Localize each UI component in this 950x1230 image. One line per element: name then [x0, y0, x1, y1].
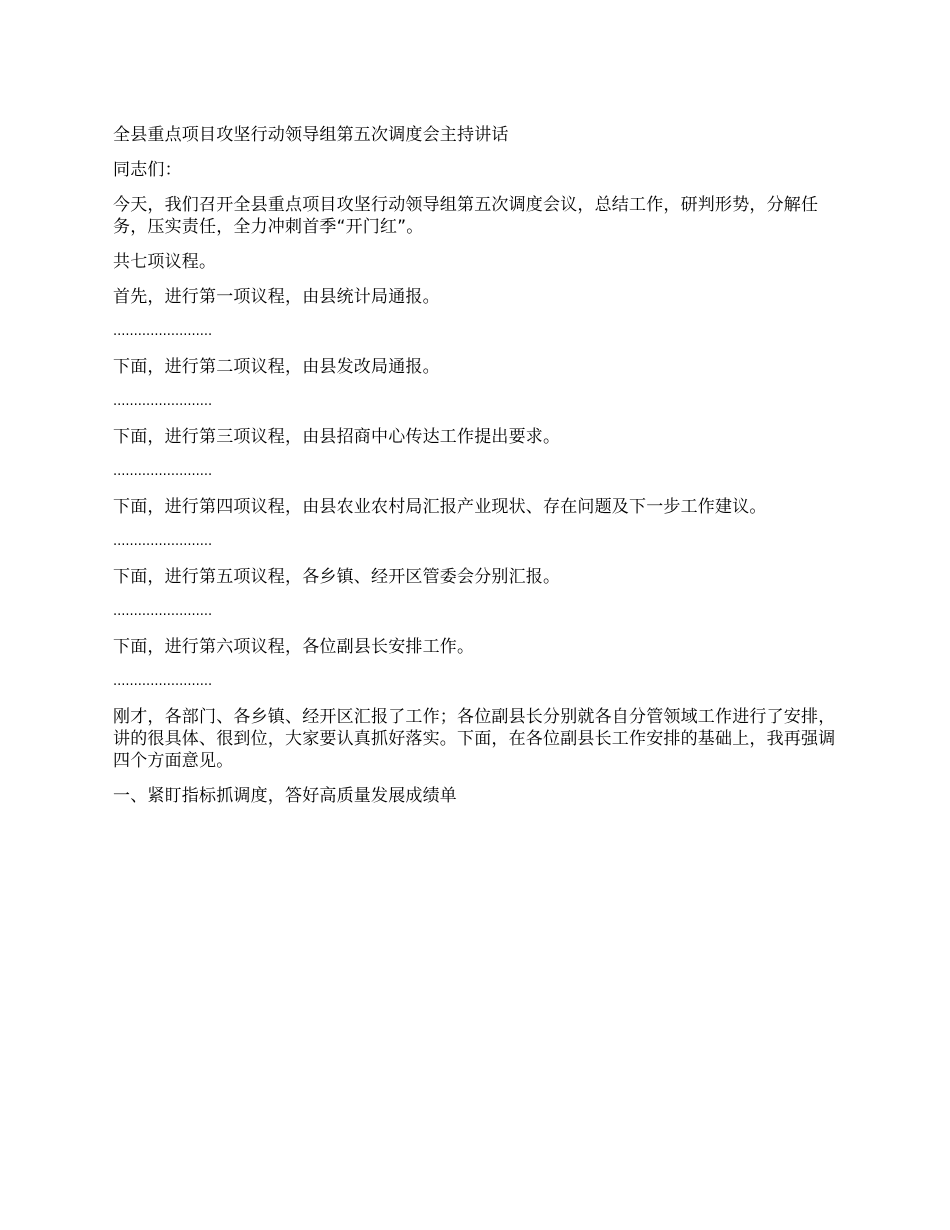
agenda-item-5: 下面，进行第五项议程，各乡镇、经开区管委会分别汇报。	[113, 567, 561, 587]
agenda-item-2: 下面，进行第二项议程，由县发改局通报。	[113, 357, 440, 377]
ellipsis-separator: ........................	[113, 674, 213, 689]
agenda-item-3: 下面，进行第三项议程，由县招商中心传达工作提出要求。	[113, 427, 561, 447]
greeting: 同志们：	[113, 160, 182, 180]
ellipsis-separator: ........................	[113, 394, 213, 409]
document-body	[113, 124, 843, 820]
summary-paragraph: 刚才，各部门、各乡镇、经开区汇报了工作；各位副县长分别就各自分管领域工作进行了安排，讲的很具体、很到位，大家要认真抓好落实。下面，在各位副县长工作安排的基础上，我再强调四个方面意见。	[113, 707, 836, 771]
ellipsis-separator: ........................	[113, 534, 213, 549]
ellipsis-separator: ........................	[113, 324, 213, 339]
ellipsis-separator: ........................	[113, 464, 213, 479]
agenda-item-6: 下面，进行第六项议程，各位副县长安排工作。	[113, 637, 475, 657]
intro-paragraph: 今天，我们召开全县重点项目攻坚行动领导组第五次调度会议，总结工作，研判形势，分解任务，压实责任，全力冲刺首季“开门红”。	[113, 195, 819, 237]
document-title: 全县重点项目攻坚行动领导组第五次调度会主持讲话	[113, 125, 509, 145]
agenda-item-4: 下面，进行第四项议程，由县农业农村局汇报产业现状、存在问题及下一步工作建议。	[113, 497, 767, 517]
agenda-item-1: 首先，进行第一项议程，由县统计局通报。	[113, 287, 440, 307]
section-heading-one: 一、紧盯指标抓调度，答好高质量发展成绩单	[113, 786, 457, 806]
agenda-count: 共七项议程。	[113, 252, 217, 272]
ellipsis-separator: ........................	[113, 604, 213, 619]
